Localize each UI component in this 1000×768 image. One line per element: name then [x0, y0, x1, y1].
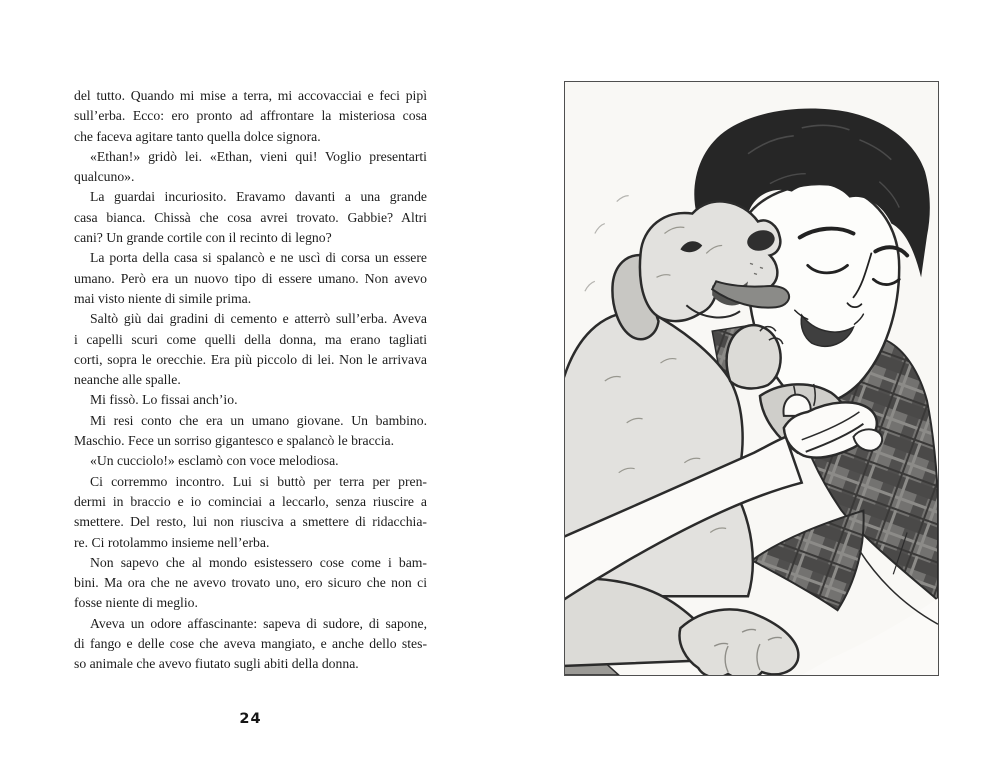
text-line: bini. Ma ora che ne avevo trovato uno, ero sicuro che non ci — [74, 575, 427, 591]
text-line: di fango e delle cose che aveva mangiato, e anche dello stes- — [74, 636, 427, 652]
text-column — [74, 86, 427, 675]
text-line: Mi fissò. Lo fissai anch’io. — [90, 392, 238, 408]
text-line: «Un cucciolo!» esclamò con voce melodiosa. — [90, 453, 339, 469]
text-line: mai visto niente di simile prima. — [74, 290, 252, 306]
text-line: dermi in braccio e io cominciai a leccarlo, senza riuscire a — [74, 493, 427, 509]
text-line: La porta della casa si spalancò e ne uscì di corsa un essere — [90, 250, 427, 266]
text-line: del tutto. Quando mi mise a terra, mi accovacciai e feci pipì — [74, 88, 427, 103]
text-line: qualcuno». — [74, 169, 135, 185]
text-line: Aveva un odore affascinante: sapeva di sudore, di sapone, — [90, 615, 427, 631]
paragraph — [74, 614, 427, 675]
paragraph — [74, 187, 427, 248]
paragraph — [74, 451, 427, 471]
text-line: so animale che avevo fiutato sugli abiti della donna. — [74, 656, 359, 672]
paragraph — [74, 390, 427, 410]
text-line: i capelli scuri come quelli della donna, ma erano tagliati — [74, 331, 427, 347]
page-number: 24 — [239, 711, 262, 727]
paragraph — [74, 309, 427, 390]
text-line: Mi resi conto che era un umano giovane. Un bambino. — [90, 412, 427, 428]
paragraph — [74, 86, 427, 147]
text-line: fosse niente di meglio. — [74, 595, 198, 611]
text-line: «Ethan!» gridò lei. «Ethan, vieni qui! Voglio presentarti — [90, 148, 427, 164]
text-line: Saltò giù dai gradini di cemento e atterrò sull’erba. Aveva — [90, 311, 427, 327]
text-line: cani? Un grande cortile con il recinto di legno? — [74, 230, 332, 246]
text-line: Maschio. Fece un sorriso gigantesco e spalancò le braccia. — [74, 433, 395, 449]
paragraph — [74, 553, 427, 614]
paragraph — [74, 411, 427, 452]
text-line: re. Ci rotolammo insieme nell’erba. — [74, 534, 270, 550]
illustration-svg — [565, 82, 938, 675]
paragraph — [74, 472, 427, 553]
text-line: Non sapevo che al mondo esistessero cose come i bam- — [90, 554, 427, 570]
text-line: casa bianca. Chissà che cosa avrei trovato. Gabbie? Altri — [74, 209, 427, 225]
illustration — [564, 81, 939, 676]
text-line: neanche alle spalle. — [74, 372, 181, 388]
text-line: che faceva agitare tanto quella dolce signora. — [74, 128, 321, 144]
text-line: La guardai incuriosito. Eravamo davanti a una grande — [90, 189, 427, 205]
paragraph — [74, 147, 427, 188]
text-line: umano. Però era un nuovo tipo di essere umano. Non avevo — [74, 270, 427, 286]
text-line: sull’erba. Ecco: ero pronto ad affrontare la misteriosa cosa — [74, 108, 427, 124]
text-line: smettere. Del resto, lui non riusciva a smettere di ridacchia- — [74, 514, 427, 530]
paragraph — [74, 248, 427, 309]
text-line: Ci corremmo incontro. Lui si buttò per terra per pren- — [90, 473, 427, 489]
text-line: corti, sopra le orecchie. Era più piccolo di lei. Non le arrivava — [74, 351, 427, 367]
